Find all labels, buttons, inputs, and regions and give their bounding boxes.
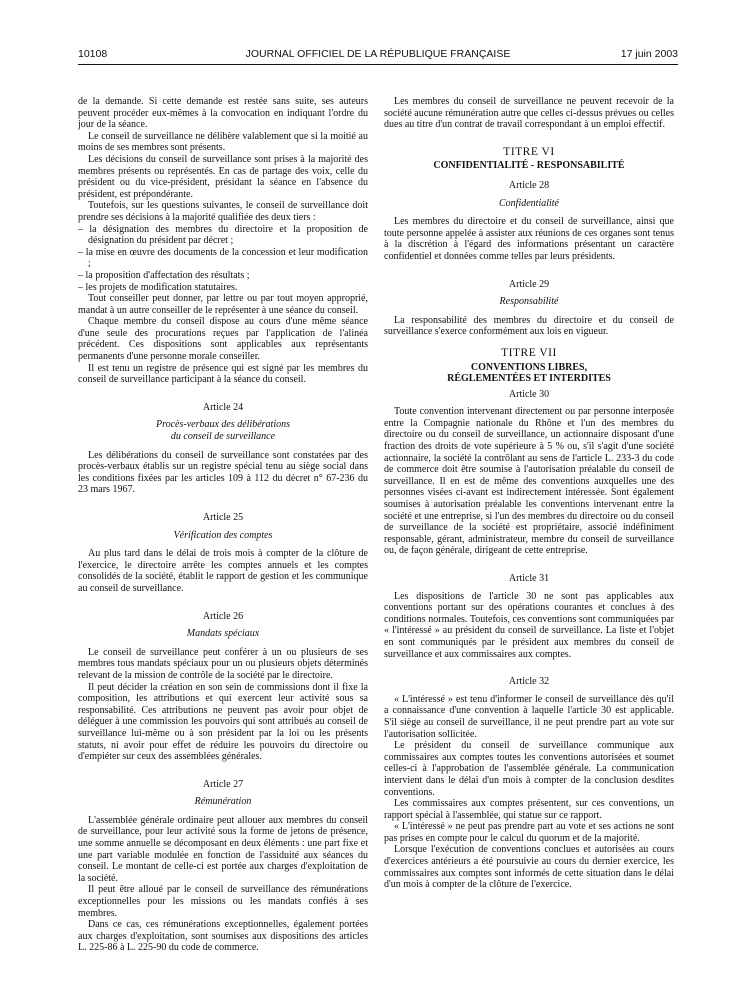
article-24-subtitle <box>78 419 368 442</box>
subtitle-line: Procès-verbaux des délibérations <box>155 419 291 431</box>
paragraph: Chaque membre du conseil dispose au cours d'une même séance d'une seule des procurations reçues par l'application de l'alinéa précédent. Ces dispositions sont applicables aux représentants permanents d'une personne morale conseiller. <box>78 316 368 363</box>
paragraph: Toutefois, sur les questions suivantes, le conseil de surveillance doit prendre ses décisions à la majorité qualifiée des deux tiers : <box>78 200 368 223</box>
subtitle-line: du conseil de surveillance <box>170 431 276 443</box>
paragraph: Le conseil de surveillance peut conférer à un ou plusieurs de ses membres tous mandats spéciaux pour un ou plusieurs objets déterminés relevant de la mission de contrôle de la société par le directoire. <box>78 646 368 681</box>
titre-7-name-line-2: RÉGLEMENTÉES ET INTERDITES <box>447 373 611 385</box>
paragraph: Les décisions du conseil de surveillance sont prises à la majorité des membres présents ou représentés. En cas de partage des voix, celle du président ou du vice-président, présidant la séance en l'absence du président, est prépondérante. <box>78 153 368 200</box>
article-32-heading: Article 32 <box>508 676 550 688</box>
paragraph: Le président du conseil de surveillance communique aux commissaires aux comptes toutes les conventions autorisées et soumet celles-ci à l'approbation de l'assemblée générale. La communication intervient dans le délai d'un mois à compter de la conclusion desdites conventions. <box>384 740 674 798</box>
header-rule <box>78 64 678 65</box>
left-column <box>78 96 368 954</box>
paragraph: L'assemblée générale ordinaire peut allouer aux membres du conseil de surveillance, pour leur activité sous la forme de jetons de présence, une somme annuelle se décomposant en deux éléments : une part fixe et une part variable modulée en fonction de l'assiduité aux séances du conseil. Le montant de celle-ci est portée aux charges d'exploitation de la société. <box>78 814 368 884</box>
paragraph: Au plus tard dans le délai de trois mois à compter de la clôture de l'exercice, le directoire arrête les comptes annuels et les comptes consolidés de la société, établit le rapport de gestion et les communique au conseil de surveillance. <box>78 548 368 594</box>
titre-6-name: CONFIDENTIALITÉ - RESPONSABILITÉ <box>433 160 625 172</box>
list-item: – la proposition d'affectation des résultats ; <box>78 269 250 281</box>
paragraph: La responsabilité des membres du directoire et du conseil de surveillance s'exerce conformément aux lois en vigueur. <box>384 314 674 338</box>
paragraph: Les délibérations du conseil de surveillance sont constatées par des procès-verbaux établis sur un registre spécial tenu au siège social dans les conditions fixées par les articles 109 à 112 du décret n° 67-236 du 23 mars 1967. <box>78 449 368 496</box>
page-header <box>78 48 678 62</box>
article-26-heading: Article 26 <box>202 610 244 622</box>
titre-7-heading: TITRE VII <box>501 346 557 359</box>
paragraph: Les dispositions de l'article 30 ne sont pas applicables aux conventions portant sur des opérations courantes et conclues à des conditions normales. Toutefois, ces conventions sont communiquées par « l'intéressé » au président du conseil de surveillance. La liste et l'objet en sont communiqués par le président aux membres du conseil de surveillance et aux commissaires aux comptes. <box>384 590 674 660</box>
paragraph: Le conseil de surveillance ne délibère valablement que si la moitié au moins de ses membres sont présents. <box>78 130 368 154</box>
paragraph: de la demande. Si cette demande est restée sans suite, ses auteurs peuvent procéder eux-mêmes à la convocation en indiquant l'ordre du jour de la séance. <box>78 96 368 131</box>
article-29-heading: Article 29 <box>508 278 550 290</box>
page-number: 10108 <box>78 48 108 60</box>
titre-7-name-line-1: CONVENTIONS LIBRES, <box>470 361 588 373</box>
paragraph: Il peut décider la création en son sein de commissions dont il fixe la composition, les attributions et qui exercent leur activité sous sa responsabilité. Ces attributions ne peuvent pas avoir pour objet de déléguer à une commission les pouvoirs qui sont attribués au conseil de surveillance lui-même ou à son président par la loi ou les présents statuts, ni avoir pour effet de réduire les pouvoirs du directoire ou d'empiéter sur ceux des assemblées générales. <box>78 681 368 763</box>
article-31-heading: Article 31 <box>508 573 550 584</box>
paragraph: « L'intéressé » est tenu d'informer le conseil de surveillance dès qu'il a connaissance d'une convention à laquelle l'article 30 est applicable. S'il siège au conseil de surveillance, il ne peut prendre part au vote sur l'autorisation sollicitée. <box>384 693 674 740</box>
paragraph: « L'intéressé » ne peut pas prendre part au vote et ses actions ne sont pas prises en compte pour le calcul du quorum et de la majorité. <box>384 821 674 844</box>
titre-6-heading: TITRE VI <box>503 145 555 158</box>
article-27-heading: Article 27 <box>202 778 244 790</box>
paragraph: Lorsque l'exécution de conventions conclues et autorisées au cours d'exercices antérieurs a été poursuivie au cours du dernier exercice, les commissaires aux comptes sont informés de cette situation dans le délai d'un mois à compter de la clôture de l'exercice. <box>384 844 674 891</box>
paragraph: Dans ce cas, ces rémunérations exceptionnelles, également portées aux charges d'exploitation, sont soumises aux dispositions des articles L. 225-86 à L. 225-90 du code de commerce. <box>78 919 368 954</box>
paragraph: Les commissaires aux comptes présentent, sur ces conventions, un rapport spécial à l'assemblée, qui statue sur ce rapport. <box>384 798 674 821</box>
publication-date: 17 juin 2003 <box>620 48 678 60</box>
list-item: – les projets de modification statutaires. <box>78 281 238 293</box>
article-29-subtitle: Responsabilité <box>499 296 559 308</box>
article-25-subtitle: Vérification des comptes <box>173 529 273 541</box>
article-25-heading: Article 25 <box>202 512 244 523</box>
article-28-heading: Article 28 <box>508 179 550 191</box>
article-30-heading: Article 30 <box>508 388 550 400</box>
article-28-subtitle: Confidentialité <box>499 197 559 209</box>
list-item: – la désignation des membres du directoire et la proposition de désignation du président par décret ; <box>78 223 368 247</box>
article-27-subtitle: Rémunération <box>194 796 252 808</box>
paragraph: Tout conseiller peut donner, par lettre ou par tout moyen approprié, mandat à un autre conseiller de le représenter à une séance du conseil. <box>78 293 368 316</box>
journal-title: JOURNAL OFFICIEL DE LA RÉPUBLIQUE FRANÇAISE <box>245 48 511 60</box>
paragraph: Toute convention intervenant directement ou par personne interposée entre la Compagnie nationale du Rhône et l'un des membres du directoire ou du conseil de surveillance, un actionnaire disposant d'une fraction des droits de vote supérieure à 5 % ou, s'il s'agit d'une société actionnaire, la société la contrôlant au sens de l'article L. 233-3 du code de commerce doit être soumise à l'autorisation préalable du conseil de surveillance. Il en est de même des conventions auxquelles une des personnes visées ci-avant est indirectement intéressée. Sont également soumises à autorisation préalable les conventions intervenant entre la société et une entreprise, si l'un des membres du directoire ou du conseil de surveillance de la société est propriétaire, associé indéfiniment responsable, gérant, administrateur, membre du conseil de surveillance ou, de façon générale, dirigeant de cette entreprise. <box>384 406 674 557</box>
article-24-heading: Article 24 <box>202 401 244 413</box>
right-column <box>384 96 674 891</box>
paragraph: Il peut être alloué par le conseil de surveillance des rémunérations exceptionnelles pour les missions ou les mandats confiés à ses membres. <box>78 884 368 919</box>
paragraph: Les membres du conseil de surveillance ne peuvent recevoir de la société aucune rémunération autre que celles ci-dessus prévues ou celles dues au titre d'un contrat de travail correspondant à un emploi effectif. <box>384 96 674 131</box>
article-26-subtitle: Mandats spéciaux <box>186 628 260 640</box>
paragraph: Les membres du directoire et du conseil de surveillance, ainsi que toute personne appelée à assister aux réunions de ces organes sont tenus à la discrétion à l'égard des informations présentant un caractère confidentiel et données comme telles par leurs présidents. <box>384 216 674 262</box>
paragraph: Il est tenu un registre de présence qui est signé par les membres du conseil de surveillance participant à la séance du conseil. <box>78 362 368 386</box>
list-item: – la mise en œuvre des documents de la concession et leur modification ; <box>78 246 368 270</box>
